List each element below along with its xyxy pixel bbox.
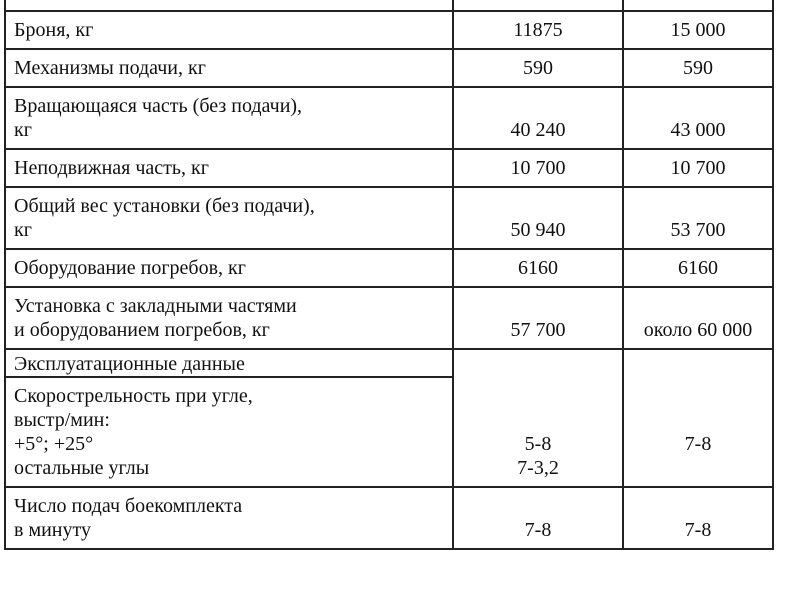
row-value-1: 50 940 bbox=[453, 187, 623, 249]
table-row bbox=[5, 149, 773, 187]
row-value-2: 10 700 bbox=[623, 149, 773, 187]
row-value-2: около 60 000 bbox=[623, 287, 773, 349]
table-row bbox=[5, 187, 773, 249]
specs-table bbox=[4, 0, 774, 550]
supply-value-2: 7-8 bbox=[623, 487, 773, 549]
row-value-1: 40 240 bbox=[453, 87, 623, 149]
table-row bbox=[5, 287, 773, 349]
table-row-rate bbox=[5, 349, 773, 487]
row-value-2: 590 bbox=[623, 49, 773, 87]
row-value-2: 15 000 bbox=[623, 11, 773, 49]
row-value-1: 6160 bbox=[453, 249, 623, 287]
table-row bbox=[5, 11, 773, 49]
row-label: Механизмы подачи, кг bbox=[5, 49, 453, 87]
row-label: Оборудование погребов, кг bbox=[5, 249, 453, 287]
row-value-2: 53 700 bbox=[623, 187, 773, 249]
rate-value-2: 7-8 bbox=[623, 349, 773, 487]
table-row-supply bbox=[5, 487, 773, 549]
table-row bbox=[5, 49, 773, 87]
rate-value-1: 5-8 7-3,2 bbox=[453, 349, 623, 487]
row-label: Неподвижная часть, кг bbox=[5, 149, 453, 187]
table-row-cut bbox=[5, 0, 773, 11]
row-label: Вращающаяся часть (без подачи), кг bbox=[5, 87, 453, 149]
row-value-1: 57 700 bbox=[453, 287, 623, 349]
row-value-1: 10 700 bbox=[453, 149, 623, 187]
row-value-1: 590 bbox=[453, 49, 623, 87]
table-row bbox=[5, 87, 773, 149]
table-row bbox=[5, 249, 773, 287]
row-value-2: 6160 bbox=[623, 249, 773, 287]
supply-value-1: 7-8 bbox=[453, 487, 623, 549]
row-label: Броня, кг bbox=[5, 11, 453, 49]
rate-label: Эксплуатационные данные Скорострельность при угле, выстр/мин: +5°; +25° остальные углы bbox=[5, 349, 453, 487]
section-heading: Эксплуатационные данные bbox=[6, 350, 452, 378]
row-value-2: 43 000 bbox=[623, 87, 773, 149]
supply-label: Число подач боекомплекта в минуту bbox=[5, 487, 453, 549]
row-value-1: 11875 bbox=[453, 11, 623, 49]
row-label: Установка с закладными частями и оборудованием погребов, кг bbox=[5, 287, 453, 349]
row-label: Общий вес установки (без подачи), кг bbox=[5, 187, 453, 249]
